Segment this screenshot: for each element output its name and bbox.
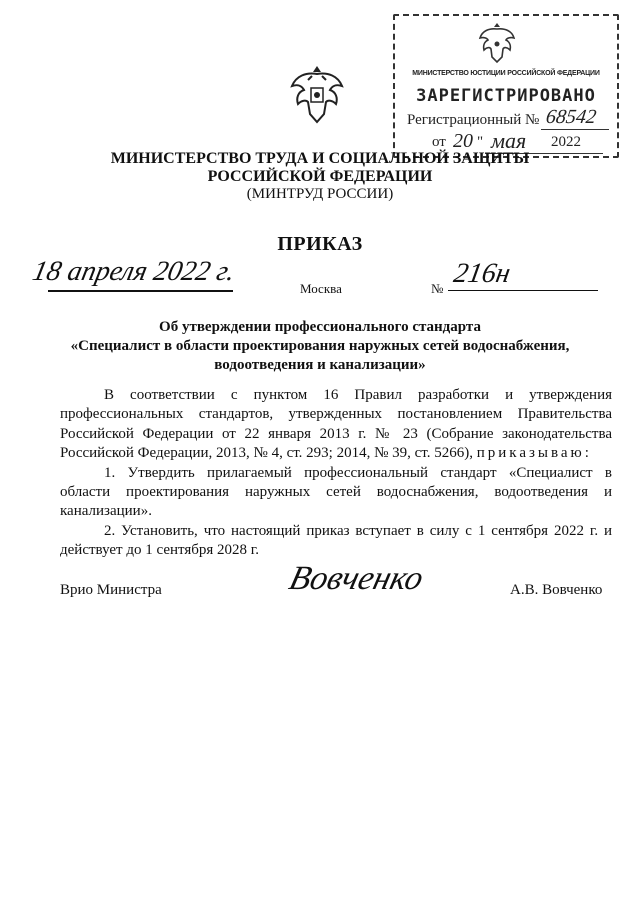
ministry-short-name: (МИНТРУД РОССИИ)	[246, 186, 394, 202]
signatory-title: Врио Министра	[60, 582, 162, 598]
stamp-emblem	[477, 20, 517, 64]
ministry-name-line2: РОССИЙСКОЙ ФЕДЕРАЦИИ	[207, 168, 433, 185]
number-underline	[448, 290, 598, 291]
stamp-status: ЗАРЕГИСТРИРОВАНО	[416, 86, 596, 106]
stamp-date-year: 2022	[551, 134, 581, 150]
document-type: ПРИКАЗ	[277, 233, 363, 255]
order-title	[40, 318, 600, 375]
order-title-line3: водоотведения и канализации»	[214, 357, 426, 373]
stamp-ministry-name: МИНИСТЕРСТВО ЮСТИЦИИ РОССИЙСКОЙ ФЕДЕРАЦИИ	[412, 70, 600, 77]
preamble-paragraph	[60, 386, 612, 464]
stamp-date-quote: "	[477, 134, 484, 150]
coat-of-arms-emblem	[288, 62, 346, 126]
stamp-date-prefix: от	[432, 134, 446, 150]
clause-1: 1. Утвердить прилагаемый профессиональный стандарт «Специалист в области проектирования наружных сетей водоснабжения, водоотведения и канализации».	[60, 464, 612, 520]
stamp-reg-number: 68542	[544, 106, 598, 128]
date-underline	[48, 290, 233, 292]
order-directive: приказываю:	[476, 445, 592, 462]
handwritten-order-date: 18 апреля 2022 г.	[29, 256, 238, 287]
ministry-name-line1: МИНИСТЕРСТВО ТРУДА И СОЦИАЛЬНОЙ ЗАЩИТЫ	[110, 150, 530, 167]
handwritten-signature: Вовченко	[285, 560, 428, 597]
handwritten-order-number: 216н	[451, 258, 513, 289]
stamp-reg-label: Регистрационный №	[407, 112, 540, 128]
order-body	[60, 386, 612, 561]
stamp-number-underline	[541, 129, 609, 130]
clause-2: 2. Установить, что настоящий приказ вступает в силу с 1 сентября 2022 г. и действует до 1 сентября 2028 г.	[60, 522, 612, 559]
number-sign: №	[431, 281, 444, 296]
order-title-line1: Об утверждении профессионального стандарта	[159, 319, 481, 335]
order-title-line2: «Специалист в области проектирования наружных сетей водоснабжения,	[70, 338, 570, 354]
stamp-date-month: мая	[491, 128, 527, 153]
registration-stamp	[393, 14, 619, 158]
preamble-text: В соответствии с пунктом 16 Правил разработки и утверждения профессиональных стандартов, утвержденных постановлением Правительства Российской Федерации от 22 января 2013 г. № 23 (Собрание законодательства Российской Федерации, 2013, № 4, ст. 293; 2014, № 39, ст. 5266),	[60, 387, 612, 462]
signatory-name: А.В. Вовченко	[510, 582, 603, 598]
stamp-date-day: 20	[453, 130, 473, 152]
order-place: Москва	[300, 281, 342, 296]
